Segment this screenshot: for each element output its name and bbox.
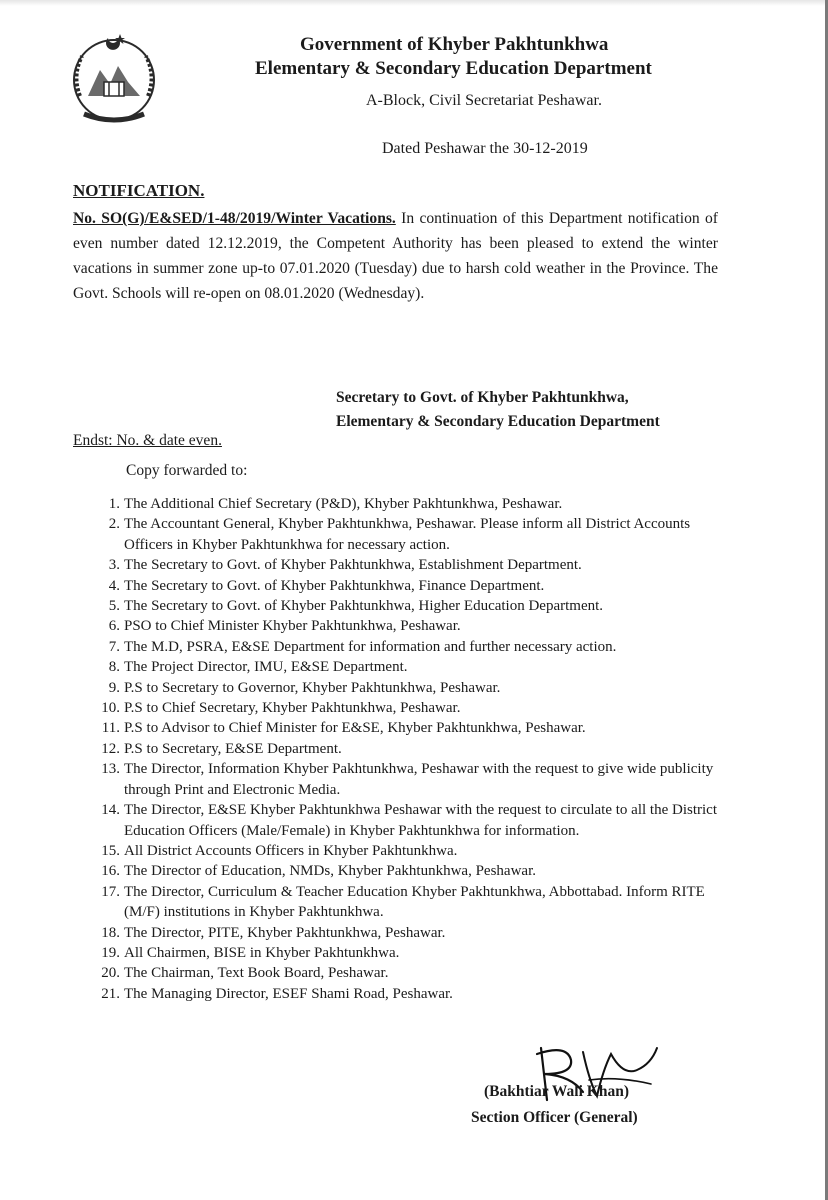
- list-item: 11. P.S to Advisor to Chief Minister for E&SE, Khyber Pakhtunkhwa, Peshawar.: [101, 720, 586, 737]
- secretary-line-2: Elementary & Secondary Education Department: [336, 413, 660, 430]
- dated-line: Dated Peshawar the 30-12-2019: [382, 140, 588, 157]
- list-item: 5. The Secretary to Govt. of Khyber Pakhtunkhwa, Higher Education Department.: [108, 598, 604, 615]
- endorsement-line: Endst: No. & date even.: [73, 432, 222, 449]
- recipient-list: [101, 494, 724, 1004]
- list-item: 6. PSO to Chief Minister Khyber Pakhtunkhwa, Peshawar.: [108, 618, 461, 635]
- government-title: Government of Khyber Pakhtunkhwa: [300, 34, 609, 55]
- signatory-name: (Bakhtiar Wali Khan): [484, 1083, 629, 1100]
- list-item: 14. The Director, E&SE Khyber Pakhtunkhwa Peshawar with the request to circulate to all the District Education Officers (Male/Female) in Khyber Pakhtunkhwa for information.: [101, 802, 717, 839]
- list-item: 17. The Director, Curriculum & Teacher Education Khyber Pakhtunkhwa, Abbottabad. Inform RITE (M/F) institutions in Khyber Pakhtunkhwa.: [101, 883, 705, 921]
- notification-body: [73, 206, 718, 306]
- notification-text: In continuation of this Department notification of even number dated 12.12.2019, the Competent Authority has been pleased to extend the winter vacations in summer zone up-to 07.01.2020 (Tuesday) due to harsh cold weather in the Province. The Govt. Schools will re-open on 08.01.2020 (Wednesday).: [73, 210, 718, 302]
- secretary-designation: [336, 386, 660, 434]
- list-item: 4. The Secretary to Govt. of Khyber Pakhtunkhwa, Finance Department.: [108, 577, 545, 594]
- list-item: 12. P.S to Secretary, E&SE Department.: [101, 740, 342, 757]
- department-title: Elementary & Secondary Education Department: [255, 58, 652, 79]
- list-item: 10. P.S to Chief Secretary, Khyber Pakhtunkhwa, Peshawar.: [101, 700, 461, 717]
- list-item: 2. The Accountant General, Khyber Pakhtunkhwa, Peshawar. Please inform all District Accounts Officers in Khyber Pakhtunkhwa for necessary action.: [108, 516, 691, 553]
- department-address: A-Block, Civil Secretariat Peshawar.: [366, 92, 602, 109]
- list-item: 9. P.S to Secretary to Governor, Khyber Pakhtunkhwa, Peshawar.: [108, 679, 501, 696]
- list-item: 19. All Chairmen, BISE in Khyber Pakhtunkhwa.: [101, 944, 400, 961]
- list-item: 18. The Director, PITE, Khyber Pakhtunkhwa, Peshawar.: [101, 924, 446, 941]
- list-item: 21. The Managing Director, ESEF Shami Road, Peshawar.: [101, 985, 453, 1002]
- signatory-title: Section Officer (General): [471, 1109, 638, 1126]
- list-item: 8. The Project Director, IMU, E&SE Department.: [108, 659, 408, 676]
- page-top-edge: [0, 0, 828, 6]
- list-item: 1. The Additional Chief Secretary (P&D), Khyber Pakhtunkhwa, Peshawar.: [108, 496, 563, 512]
- list-item: 16. The Director of Education, NMDs, Khyber Pakhtunkhwa, Peshawar.: [101, 863, 536, 880]
- copy-forwarded-label: Copy forwarded to:: [126, 462, 248, 479]
- notification-reference-number: No. SO(G)/E&SED/1-48/2019/Winter Vacations.: [73, 210, 396, 227]
- kp-government-emblem: [62, 26, 166, 130]
- secretary-line-1: Secretary to Govt. of Khyber Pakhtunkhwa,: [336, 389, 629, 406]
- notification-heading: NOTIFICATION.: [73, 181, 205, 200]
- list-item: 7. The M.D, PSRA, E&SE Department for information and further necessary action.: [108, 638, 617, 655]
- list-item: 20. The Chairman, Text Book Board, Peshawar.: [101, 965, 389, 982]
- list-item: 13. The Director, Information Khyber Pakhtunkhwa, Peshawar with the request to give wide publicity through Print and Electronic Media.: [101, 761, 714, 798]
- list-item: 3. The Secretary to Govt. of Khyber Pakhtunkhwa, Establishment Department.: [108, 557, 582, 574]
- list-item: 15. All District Accounts Officers in Khyber Pakhtunkhwa.: [101, 842, 458, 859]
